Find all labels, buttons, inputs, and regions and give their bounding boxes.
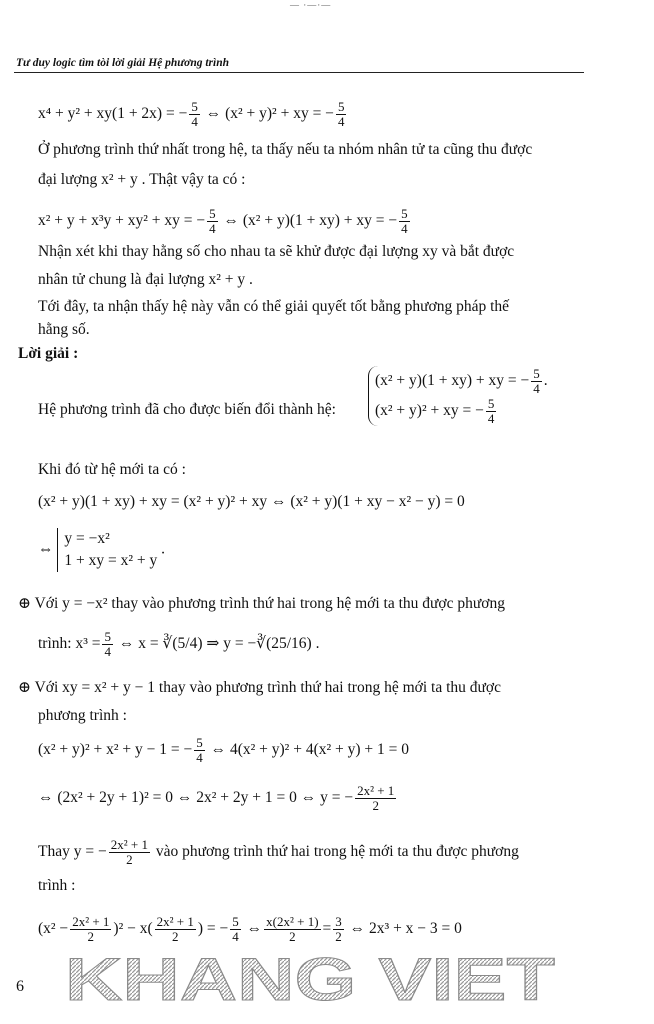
logo-text: KHANG VIET: [65, 953, 555, 1005]
case-2: ⊕ Với xy = x² + y − 1 thay vào phương trình thứ hai trong hệ mới ta thu được: [18, 679, 501, 696]
case-1: ⊕ Với y = −x² thay vào phương trình thứ hai trong hệ mới ta thu được phương: [18, 595, 505, 612]
paragraph: Khi đó từ hệ mới ta có :: [38, 461, 186, 478]
equation-line-1: x⁴ + y² + xy(1 + 2x) = − $\frac{5}{4}$ ⇔ (x² + y)² + xy = − $\frac{5}{4}$: [38, 99, 345, 129]
page-number: 6: [16, 978, 24, 995]
paragraph: phương trình :: [38, 707, 127, 724]
top-mark: — ·—·—: [290, 0, 332, 10]
paragraph: đại lượng x² + y . Thật vậy ta có :: [38, 171, 246, 188]
equation-line-7: Thay y = − $\frac{\text{2x² + 1}}{2}$ vào phương trình thứ hai trong hệ mới ta thu được phương: [38, 837, 519, 867]
paragraph: nhân tử chung là đại lượng x² + y .: [38, 271, 253, 288]
paragraph: Nhận xét khi thay hằng số cho nhau ta sẽ khử được đại lượng xy và bắt được: [38, 243, 515, 260]
paragraph: Tới đây, ta nhận thấy hệ này vẫn có thể giải quyết tốt bằng phương pháp thế: [38, 298, 510, 315]
solution-label: Lời giải :: [18, 345, 79, 362]
equation-line-2: x² + y + x³y + xy² + xy = − $\frac{5}{4}$ ⇔ (x² + y)(1 + xy) + xy = − $\frac{5}{4}$: [38, 206, 408, 236]
paragraph: hằng số.: [38, 321, 90, 338]
khang-viet-logo: [60, 953, 560, 1005]
equation-line-6: ⇔ (2x² + 2y + 1)² = 0 ⇔ 2x² + 2y + 1 = 0 ⇔ y = − $\frac{\text{2x² + 1}}{2}$: [38, 783, 395, 813]
equation-line-8: (x² − $\frac{\text{2x² + 1}}{2}$ )² − x( $\frac{\text{2x² + 1}}{2}$ ) = − $\frac{5}{4}$ ⇔ $\frac{\text{x(2x² + 1)}}{2}$ = $\frac{3}{2}$ ⇔ 2x³ + x − 3 = 0: [38, 914, 462, 944]
paragraph: Hệ phương trình đã cho được biến đổi thành hệ:: [38, 401, 336, 418]
equation-line-3: (x² + y)(1 + xy) + xy = (x² + y)² + xy ⇔ (x² + y)(1 + xy − x² − y) = 0: [38, 493, 465, 510]
running-title: Tư duy logic tìm tòi lời giải Hệ phương trình: [16, 57, 230, 69]
equation-line-5: (x² + y)² + x² + y − 1 = − $\frac{5}{4}$ ⇔ 4(x² + y)² + 4(x² + y) + 1 = 0: [38, 735, 410, 765]
equation-bracket: ⇔ y = −x² 1 + xy = x² + y .: [38, 528, 165, 572]
equation-line-4: trình: x³ = $\frac{5}{4}$ ⇔ x = ∛(5/4) ⇒ y = −∛(25/16) .: [38, 629, 320, 659]
equation-system: (x² + y)(1 + xy) + xy = − $\frac{5}{4}$ . (x² + y)² + xy = − $\frac{5}{4}$: [368, 366, 548, 426]
paragraph: trình :: [38, 877, 76, 894]
header-rule: [14, 72, 584, 73]
paragraph: Ở phương trình thứ nhất trong hệ, ta thấy nếu ta nhóm nhân tử ta cũng thu được: [38, 141, 533, 158]
